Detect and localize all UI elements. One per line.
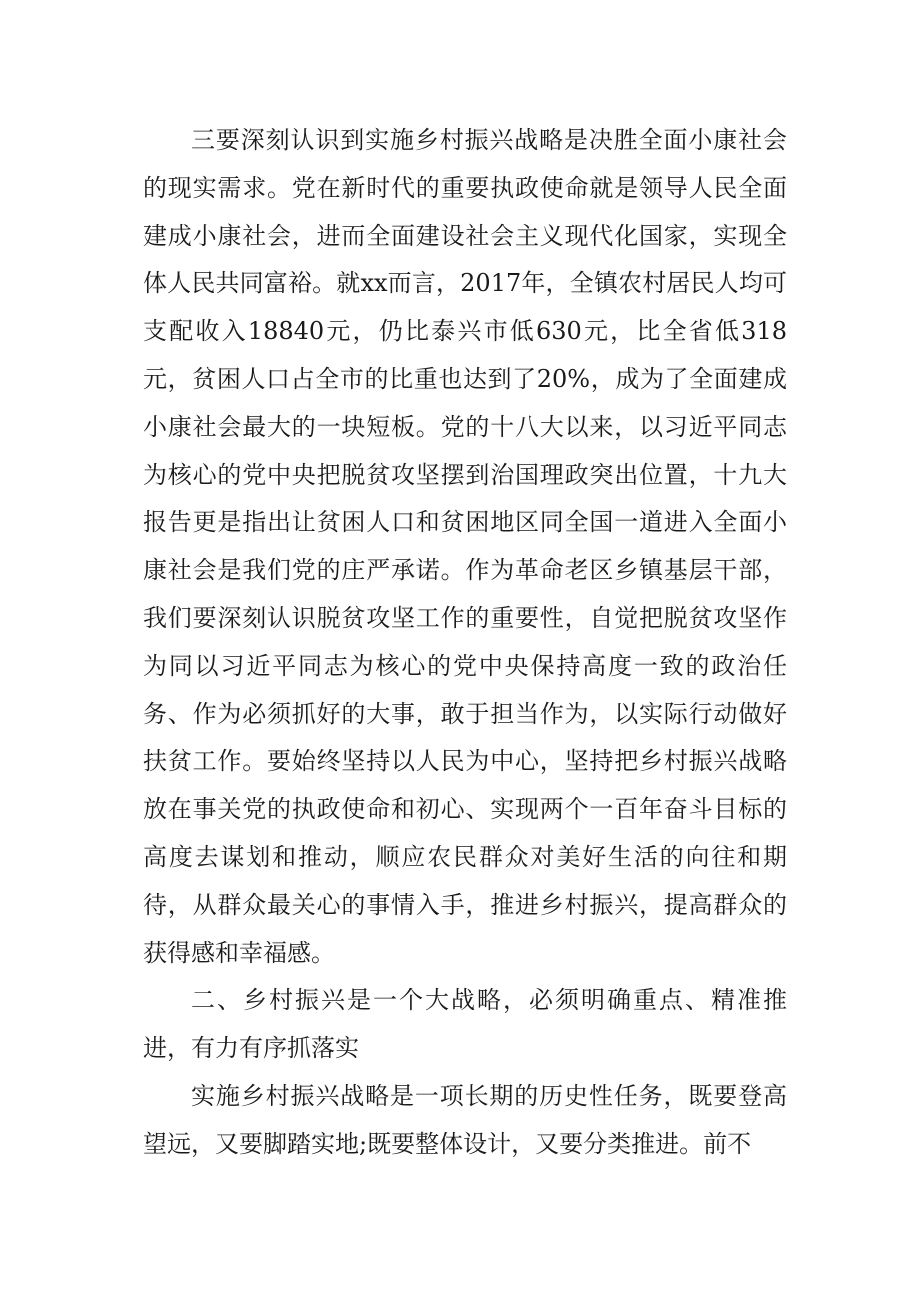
section-heading-two: 二、乡村振兴是一个大战略，必须明确重点、精准推进，有力有序抓落实 <box>143 986 787 1063</box>
document-body <box>143 117 787 1169</box>
paragraph-rural-revitalization-needs: 三要深刻认识到实施乡村振兴战略是决胜全面小康社会的现实需求。党在新时代的重要执政使命就是领导人民全面建成小康社会，进而全面建设社会主义现代化国家，实现全体人民共同富裕。就xx而言，2017年，全镇农村居民人均可支配收入18840元，仍比泰兴市低630元，比全省低318元，贫困人口占全市的比重也达到了20%，成为了全面建成小康社会最大的一块短板。党的十八大以来，以习近平同志为核心的党中央把脱贫攻坚摆到治国理政突出位置，十九大报告更是指出让贫困人口和贫困地区同全国一道进入全面小康社会是我们党的庄严承诺。作为革命老区乡镇基层干部，我们要深刻认识脱贫攻坚工作的重要性，自觉把脱贫攻坚作为同以习近平同志为核心的党中央保持高度一致的政治任务、作为必须抓好的大事，敢于担当作为，以实际行动做好扶贫工作。要始终坚持以人民为中心，坚持把乡村振兴战略放在事关党的执政使命和初心、实现两个一百年奋斗目标的高度去谋划和推动，顺应农民群众对美好生活的向往和期待，从群众最关心的事情入手，推进乡村振兴，提高群众的获得感和幸福感。 <box>143 126 787 967</box>
paragraph-implementation: 实施乡村振兴战略是一项长期的历史性任务，既要登高望远，又要脚踏实地;既要整体设计，又要分类推进。前不 <box>143 1081 787 1158</box>
